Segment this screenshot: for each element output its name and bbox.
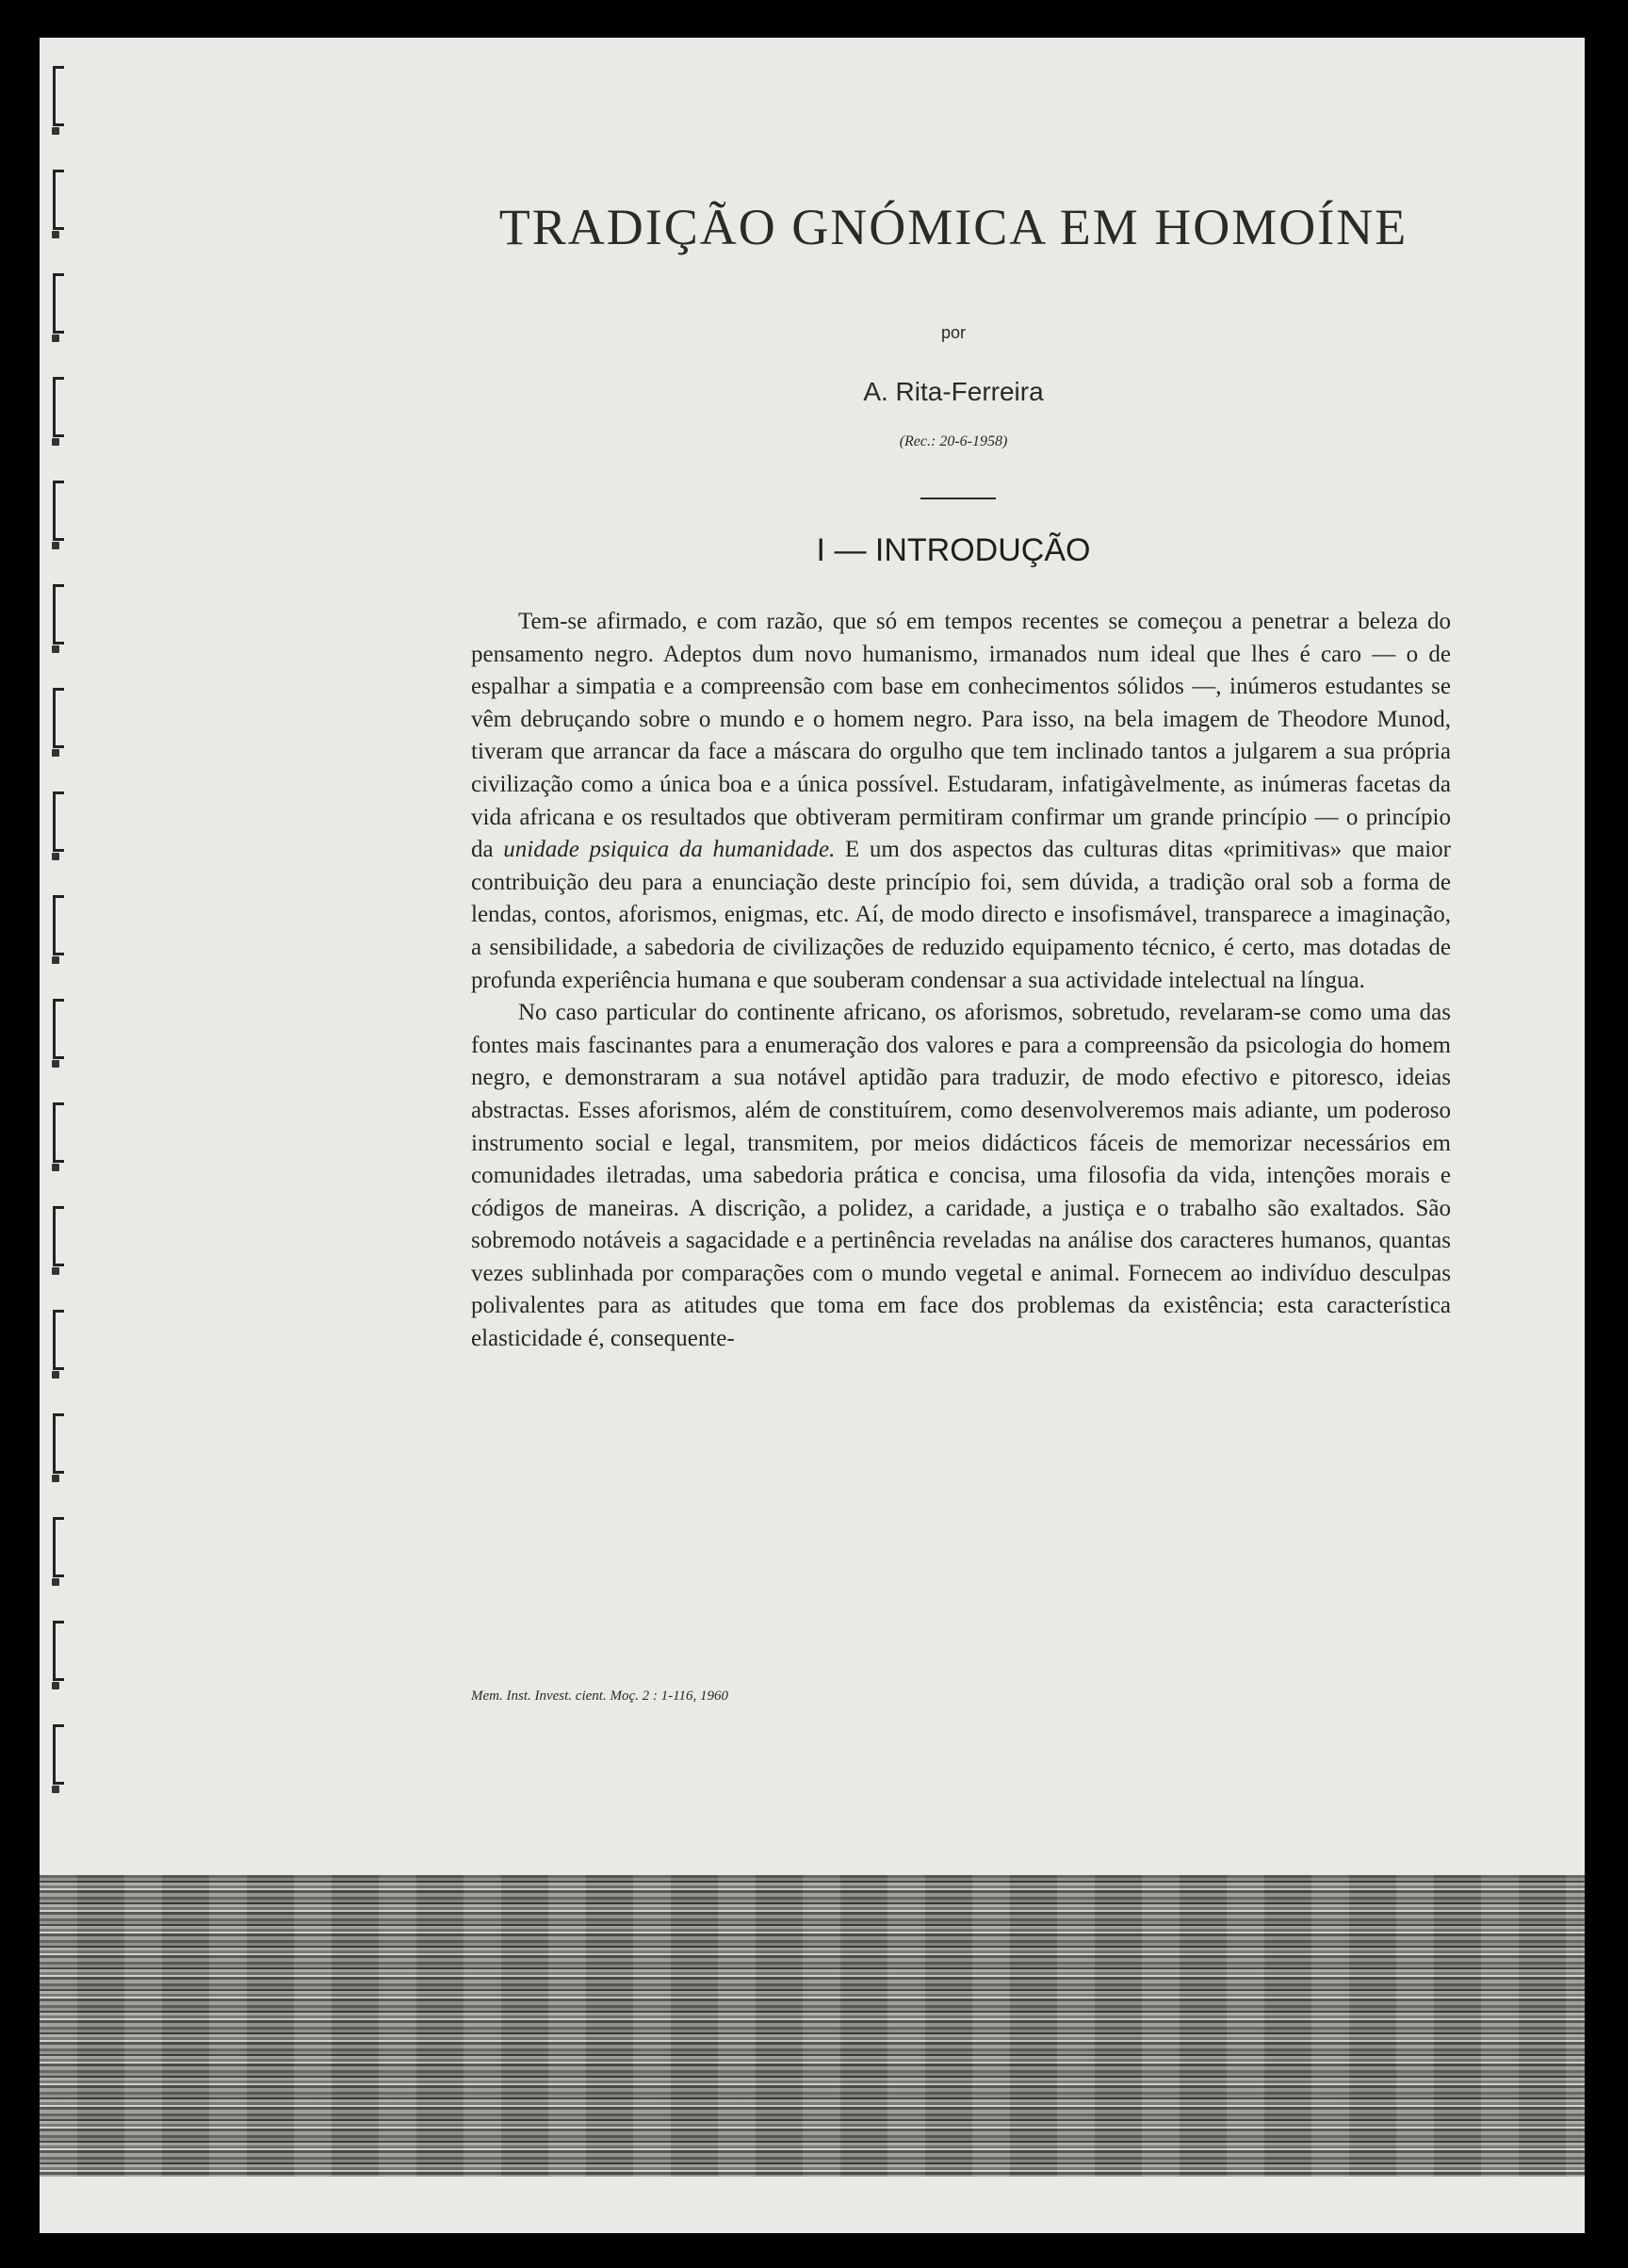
binding-mark [53, 66, 64, 126]
body-text [471, 606, 1451, 1356]
binding-mark [53, 273, 64, 334]
footer-reference: Mem. Inst. Invest. cient. Moç. 2 : 1-116, 1960 [471, 1689, 728, 1704]
binding-mark [53, 1102, 64, 1163]
divider-rule [920, 498, 996, 499]
binding-mark [53, 1621, 64, 1681]
paragraph [471, 606, 1451, 997]
binding-mark [53, 999, 64, 1059]
binding-mark [53, 895, 64, 955]
document-page [40, 38, 1585, 2233]
binding-mark [53, 584, 64, 645]
binding-mark [53, 791, 64, 852]
binding-mark [53, 1206, 64, 1266]
article-title: TRADIÇÃO GNÓMICA EM HOMOÍNE [498, 199, 1408, 255]
byline: por [940, 323, 966, 342]
binding-mark [53, 688, 64, 748]
scan-artifact [40, 1875, 1585, 2233]
binding-mark [53, 1413, 64, 1474]
section-heading: I — INTRODUÇÃO [816, 532, 1091, 568]
emphasis-text: unidade psiquica da humanidade. [503, 837, 836, 863]
binding-mark [53, 170, 64, 230]
paragraph-text: E um dos aspectos das culturas ditas «primitivas» que maior contribuição deu para a enunciação deste princípio foi, sem dúvida, a tradição oral sob a forma de lendas, contos, aforismos, enigmas, etc. Aí, de modo directo e insofismável, transparece a imaginação, a sensibilidade, a sabedoria de civilizações de reduzido equipamento técnico, é certo, mas dotadas de profunda experiência humana e que souberam condensar a sua actividade intelectual na língua. [471, 837, 1452, 993]
binding-mark [53, 1517, 64, 1577]
author-name: A. Rita-Ferreira [863, 377, 1044, 406]
binding-mark [53, 1724, 64, 1785]
received-date: (Rec.: 20-6-1958) [899, 433, 1008, 449]
binding-mark [53, 481, 64, 541]
paragraph: No caso particular do continente africano, os aforismos, sobretudo, revelaram-se como uma das fontes mais fascinantes para a enumeração dos valores e para a compreensão da psicologia do homem negro, e demonstraram a sua notável aptidão para traduzir, de modo efectivo e pitoresco, ideias abstractas. Esses aforismos, além de constituírem, como desenvolveremos mais adiante, um poderoso instrumento social e legal, transmitem, por meios didácticos fáceis de memorizar necessários em comunidades iletradas, uma sabedoria prática e concisa, uma filosofia da vida, intenções morais e códigos de maneiras. A discrição, a polidez, a caridade, a justiça e o trabalho são exaltados. São sobremodo notáveis a sagacidade e a pertinência reveladas na análise dos caracteres humanos, quantas vezes sublinhada por comparações com o mundo vegetal e animal. Fornecem ao indivíduo desculpas polivalentes para as atitudes que toma em face dos problemas da existência; esta característica elasticidade é, consequente- [471, 1000, 1451, 1352]
paragraph-text: Tem-se afirmado, e com razão, que só em tempos recentes se começou a penetrar a beleza do pensamento negro. Adeptos dum novo humanismo, irmanados num ideal que lhes é caro — o de espalhar a simpatia e a compreensão com base em conhecimentos sólidos —, inúmeros estudantes se vêm debruçando sobre o mundo e o homem negro. Para isso, na bela imagem de Theodore Munod, tiveram que arrancar da face a máscara do orgulho que tem inclinado tantos a julgarem a sua própria civilização como a única boa e a única possível. Estudaram, infatigàvelmente, as inúmeras facetas da vida africana e os resultados que obtiveram permitiram confirmar um grande princípio — o princípio da [471, 609, 1451, 863]
binding-mark [53, 1310, 64, 1370]
binding-mark [53, 377, 64, 437]
